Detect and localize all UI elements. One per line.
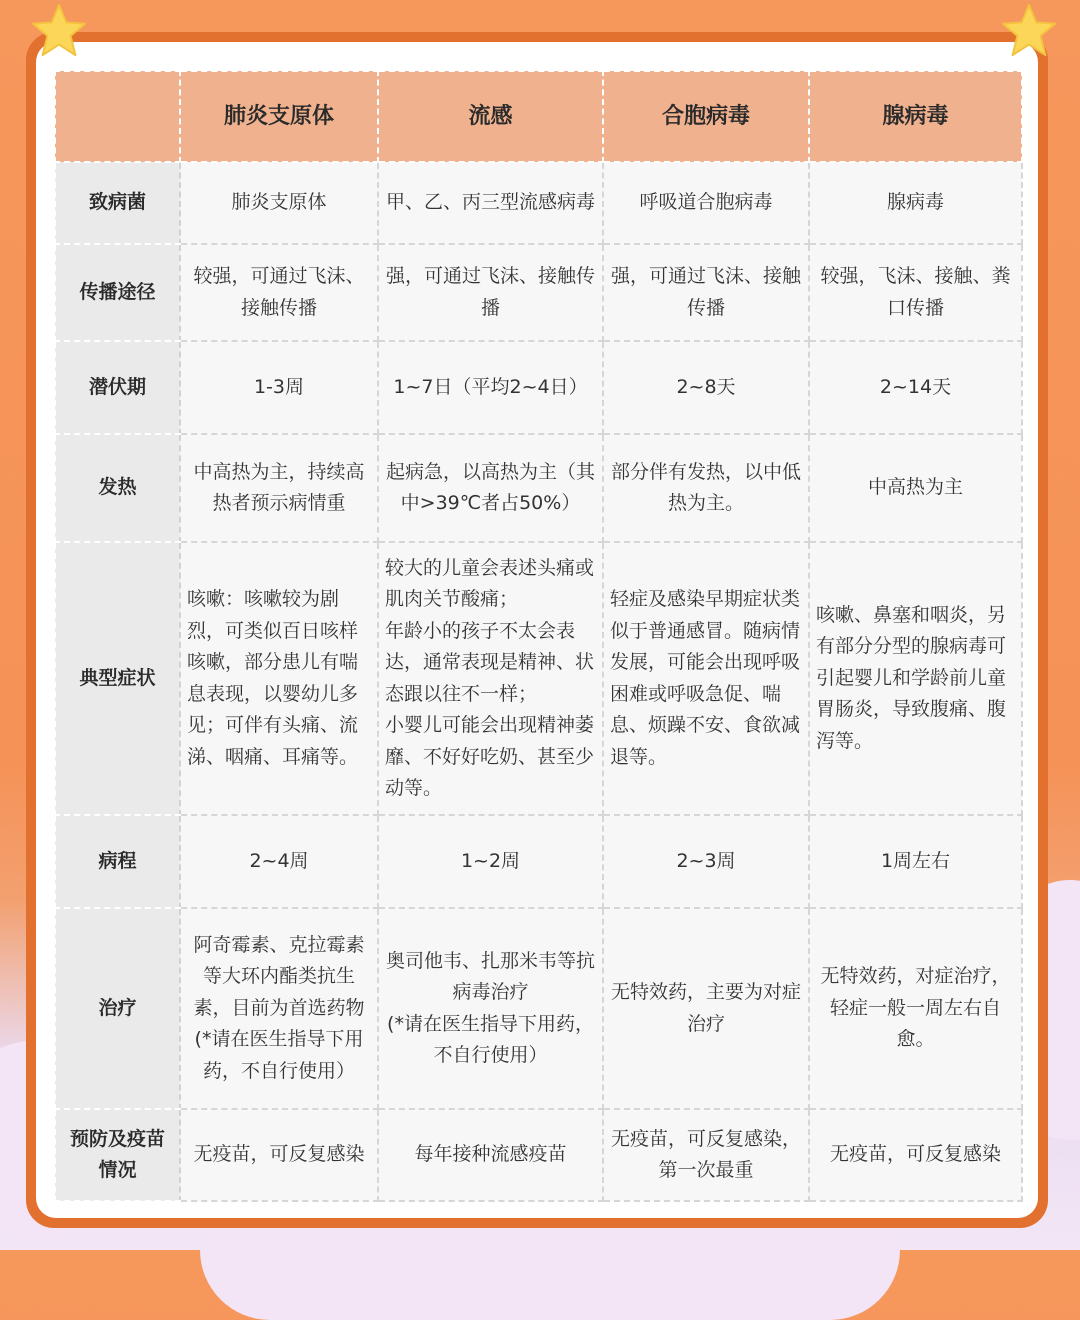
table-cell: 咳嗽：咳嗽较为剧烈，可类似百日咳样咳嗽，部分患儿有喘息表现，以婴幼儿多见；可伴有头痛、流涕、咽痛、耳痛等。 (180, 542, 378, 815)
table-cell: 中高热为主 (809, 434, 1022, 542)
row-label-symptoms: 典型症状 (55, 542, 180, 815)
table-row (55, 434, 1022, 542)
table-row (55, 1109, 1022, 1201)
table-cell: 部分伴有发热，以中低热为主。 (603, 434, 809, 542)
row-label-fever: 发热 (55, 434, 180, 542)
table-cell: 2~3周 (603, 815, 809, 908)
table-row (55, 341, 1022, 434)
table-cell: 中高热为主，持续高热者预示病情重 (180, 434, 378, 542)
table-cell: 1~2周 (378, 815, 603, 908)
table-cell: 起病急，以高热为主（其中>39℃者占50%） (378, 434, 603, 542)
table-cell: 1~7日（平均2~4日） (378, 341, 603, 434)
comparison-table (54, 70, 1023, 1202)
table-row (55, 542, 1022, 815)
table-row (55, 815, 1022, 908)
table-cell: 呼吸道合胞病毒 (603, 162, 809, 244)
table-cell: 较大的儿童会表述头痛或肌肉关节酸痛； 年龄小的孩子不太会表达，通常表现是精神、状态跟以往不一样； 小婴儿可能会出现精神萎靡、不好好吃奶、甚至少动等。 (378, 542, 603, 815)
table-cell: 无特效药，对症治疗，轻症一般一周左右自愈。 (809, 908, 1022, 1109)
table-cell: 强，可通过飞沫、接触传播 (378, 244, 603, 341)
table-cell: 轻症及感染早期症状类似于普通感冒。随病情发展，可能会出现呼吸困难或呼吸急促、喘息、烦躁不安、食欲减退等。 (603, 542, 809, 815)
row-label-prevention: 预防及疫苗情况 (55, 1109, 180, 1201)
table-cell: 1周左右 (809, 815, 1022, 908)
table-cell: 强，可通过飞沫、接触传播 (603, 244, 809, 341)
row-label-pathogen: 致病菌 (55, 162, 180, 244)
table-cell: 每年接种流感疫苗 (378, 1109, 603, 1201)
row-label-course: 病程 (55, 815, 180, 908)
table-cell: 2~4周 (180, 815, 378, 908)
table-cell: 无特效药，主要为对症治疗 (603, 908, 809, 1109)
header-influenza: 流感 (378, 71, 603, 162)
row-label-treatment: 治疗 (55, 908, 180, 1109)
table-cell: 阿奇霉素、克拉霉素等大环内酯类抗生素，目前为首选药物 (*请在医生指导下用药，不自行使用） (180, 908, 378, 1109)
table-cell: 奥司他韦、扎那米韦等抗病毒治疗 (*请在医生指导下用药，不自行使用） (378, 908, 603, 1109)
table-header-row (55, 71, 1022, 162)
table-cell: 肺炎支原体 (180, 162, 378, 244)
table-cell: 无疫苗，可反复感染 (180, 1109, 378, 1201)
header-mycoplasma: 肺炎支原体 (180, 71, 378, 162)
table-cell: 1-3周 (180, 341, 378, 434)
table-cell: 咳嗽、鼻塞和咽炎，另有部分分型的腺病毒可引起婴儿和学龄前儿童胃肠炎，导致腹痛、腹泻等。 (809, 542, 1022, 815)
table-cell: 2~14天 (809, 341, 1022, 434)
header-adenovirus: 腺病毒 (809, 71, 1022, 162)
table-row (55, 162, 1022, 244)
table-cell: 无疫苗，可反复感染，第一次最重 (603, 1109, 809, 1201)
star-icon (1000, 2, 1058, 60)
table-cell: 较强，飞沫、接触、粪口传播 (809, 244, 1022, 341)
header-corner (55, 71, 180, 162)
table-cell: 甲、乙、丙三型流感病毒 (378, 162, 603, 244)
table-cell: 无疫苗，可反复感染 (809, 1109, 1022, 1201)
table-cell: 2~8天 (603, 341, 809, 434)
header-rsv: 合胞病毒 (603, 71, 809, 162)
row-label-transmission: 传播途径 (55, 244, 180, 341)
table-cell: 较强，可通过飞沫、接触传播 (180, 244, 378, 341)
row-label-incubation: 潜伏期 (55, 341, 180, 434)
table-row (55, 244, 1022, 341)
table-cell: 腺病毒 (809, 162, 1022, 244)
table-row (55, 908, 1022, 1109)
star-icon (30, 2, 88, 60)
